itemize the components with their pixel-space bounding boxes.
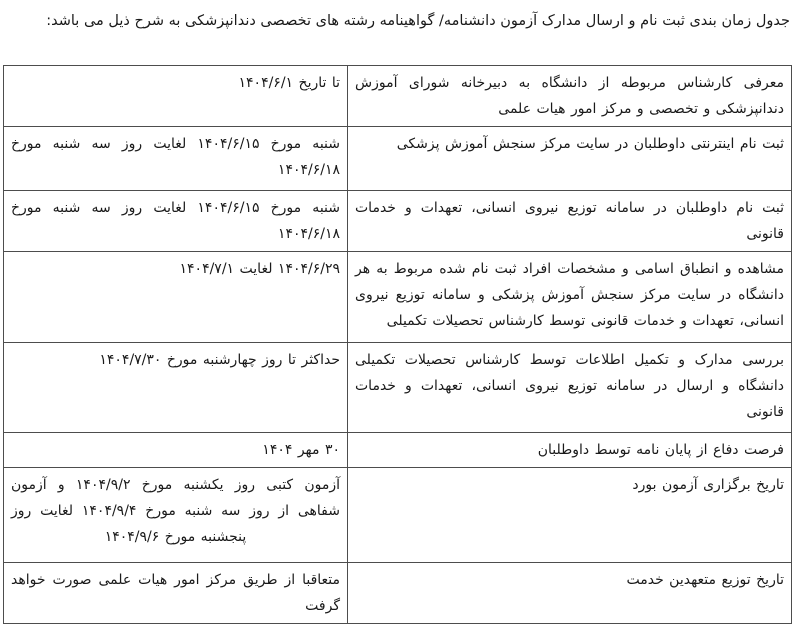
- table-row: [4, 433, 792, 468]
- task-cell: ثبت نام اینترنتی داوطلبان در سایت مرکز سنجش آموزش پزشکی: [348, 127, 792, 191]
- task-cell: فرصت دفاع از پایان نامه توسط داوطلبان: [348, 433, 792, 468]
- table-row: [4, 252, 792, 343]
- table-row: [4, 66, 792, 127]
- date-cell: متعاقبا از طریق مرکز امور هیات علمی صورت خواهد گرفت: [4, 563, 348, 624]
- task-cell: معرفی کارشناس مربوطه از دانشگاه به دبیرخانه شورای آموزش دندانپزشکی و تخصصی و مرکز امور هیات علمی: [348, 66, 792, 127]
- task-cell: تاریخ توزیع متعهدین خدمت: [348, 563, 792, 624]
- task-cell: مشاهده و انطباق اسامی و مشخصات افراد ثبت نام شده مربوط به هر دانشگاه در سایت مرکز سنجش آموزش پزشکی و سامانه توزیع نیروی انسانی، تعهدات و خدمات قانونی توسط کارشناس تحصیلات تکمیلی: [348, 252, 792, 343]
- table-row: [4, 191, 792, 252]
- table-row: [4, 343, 792, 433]
- task-cell: بررسی مدارک و تکمیل اطلاعات توسط کارشناس تحصیلات تکمیلی دانشگاه و ارسال در سامانه توزیع نیروی انسانی، تعهدات و خدمات قانونی: [348, 343, 792, 433]
- date-cell: تا تاریخ ۱۴۰۴/۶/۱: [4, 66, 348, 127]
- table-row: [4, 127, 792, 191]
- date-cell: ۳۰ مهر ۱۴۰۴: [4, 433, 348, 468]
- date-cell: شنبه مورخ ۱۴۰۴/۶/۱۵ لغایت روز سه شنبه مورخ ۱۴۰۴/۶/۱۸: [4, 127, 348, 191]
- date-cell: شنبه مورخ ۱۴۰۴/۶/۱۵ لغایت روز سه شنبه مورخ ۱۴۰۴/۶/۱۸: [4, 191, 348, 252]
- schedule-table: [3, 65, 792, 624]
- date-cell: آزمون کتبی روز یکشنبه مورخ ۱۴۰۴/۹/۲ و آزمون شفاهی از روز سه شنبه مورخ ۱۴۰۴/۹/۴ لغایت روز پنجشنبه مورخ ۱۴۰۴/۹/۶: [4, 468, 348, 563]
- task-cell: تاریخ برگزاری آزمون بورد: [348, 468, 792, 563]
- date-cell: حداکثر تا روز چهارشنبه مورخ ۱۴۰۴/۷/۳۰: [4, 343, 348, 433]
- page-title: جدول زمان بندی ثبت نام و ارسال مدارک آزمون دانشنامه/ گواهینامه رشته های تخصصی دندانپزشکی به شرح ذیل می باشد:: [46, 13, 790, 29]
- table-row: [4, 563, 792, 624]
- date-cell: ۱۴۰۴/۶/۲۹ لغایت ۱۴۰۴/۷/۱: [4, 252, 348, 343]
- table-row: [4, 468, 792, 563]
- task-cell: ثبت نام داوطلبان در سامانه توزیع نیروی انسانی، تعهدات و خدمات قانونی: [348, 191, 792, 252]
